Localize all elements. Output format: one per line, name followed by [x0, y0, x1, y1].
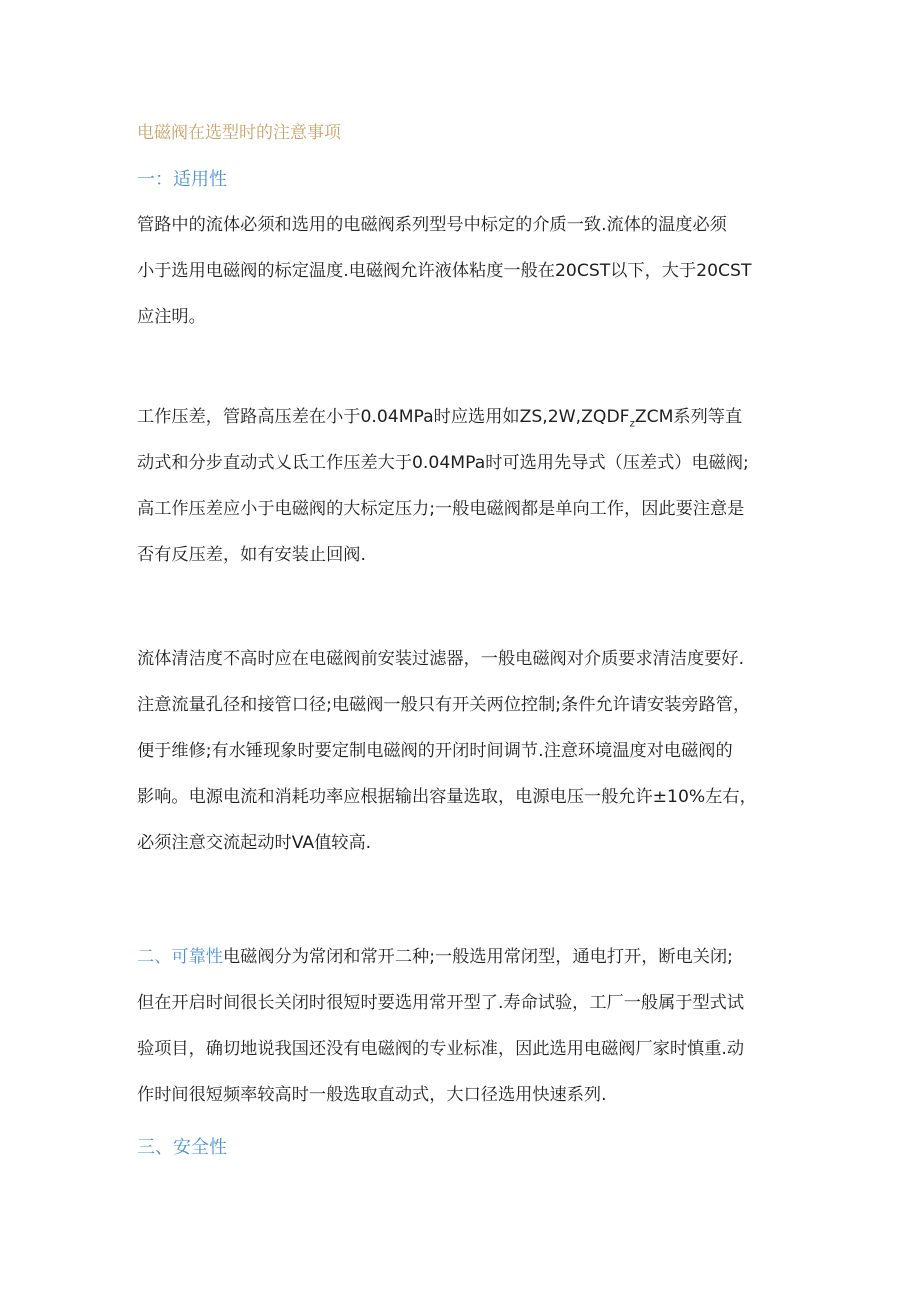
text-line: 影响。电源电流和消耗功率应根据输出容量选取，电源电压一般允许±10%左右，	[137, 787, 757, 807]
section-heading-applicability: 一：适用性	[137, 169, 227, 190]
text-line	[137, 401, 787, 447]
text-segment: 工作压差，管路高压差在小于0.04MPa时应选用如ZS,2W,ZQDF	[137, 407, 630, 427]
text-line: 高工作压差应小于电磁阀的大标定压力;一般电磁阀都是单向工作，因此要注意是	[137, 499, 745, 519]
text-segment: 电磁阀分为常闭和常开二种;一般选用常闭型，通电打开，断电关闭;	[222, 947, 733, 967]
text-line: 但在开启时间很长关闭时很短时要选用常开型了.寿命试验，工厂一般属于型式试	[137, 993, 745, 1013]
text-line: 注意流量孔径和接管口径;电磁阀一般只有开关两位控制;条件允许请安装旁路管，	[137, 695, 751, 715]
text-line: 流体清洁度不高时应在电磁阀前安装过滤器，一般电磁阀对介质要求清洁度要好.	[137, 649, 745, 669]
text-line: 动式和分步直动式乂氐工作压差大于0.04MPa时可选用先导式（压差式）电磁阀;	[137, 453, 749, 473]
paragraph-fluid-medium	[137, 209, 787, 347]
text-line: 管路中的流体必须和选用的电磁阀系列型号中标定的介质一致.流体的温度必须	[137, 215, 727, 235]
document-title: 电磁阀在选型时的注意事项	[137, 123, 341, 143]
text-line	[137, 941, 787, 987]
text-line: 否有反压差，如有安装止回阀.	[137, 545, 366, 565]
text-line: 必须注意交流起动时VA值较高.	[137, 833, 372, 853]
text-line: 小于选用电磁阀的标定温度.电磁阀允许液体粘度一般在20CST以下，大于20CST	[137, 261, 752, 281]
paragraph-working-pressure	[137, 401, 787, 585]
text-line: 验项目，确切地说我国还没有电磁阀的专业标准，因此选用电磁阀厂家时慎重.动	[137, 1039, 745, 1059]
paragraph-cleanliness	[137, 643, 787, 873]
text-line: 应注明。	[137, 307, 206, 327]
text-segment: ZCM系列等直	[634, 407, 743, 427]
section-heading-safety: 三、安全性	[137, 1137, 227, 1158]
text-line: 便于维修;有水锤现象时要定制电磁阀的开闭时间调节.注意环境温度对电磁阀的	[137, 741, 733, 761]
paragraph-reliability	[137, 941, 787, 1125]
subscript-text: z	[629, 418, 635, 430]
text-line: 作时间很短频率较高时一般选取直动式，大口径选用快速系列.	[137, 1085, 607, 1105]
section-heading-reliability: 二、可靠性	[137, 947, 223, 967]
